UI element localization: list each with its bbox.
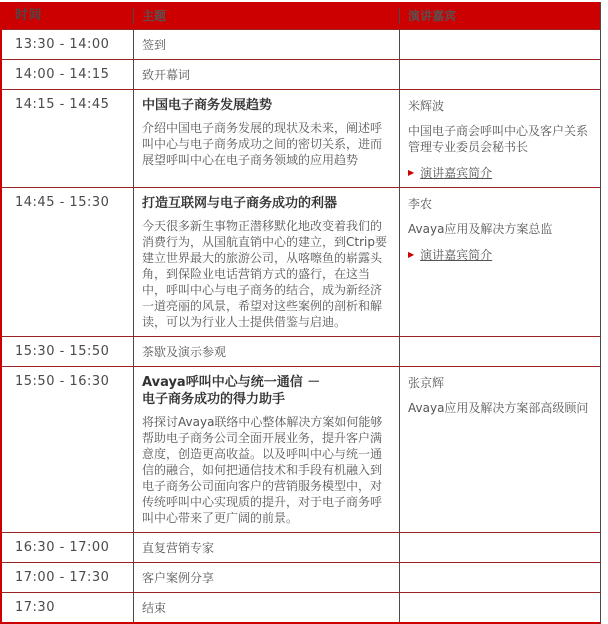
agenda-table — [0, 2, 601, 624]
speaker-bio-link-row — [408, 165, 592, 181]
agenda-row-teabreak — [2, 336, 600, 366]
time-cell: 14:00 - 14:15 — [15, 67, 110, 82]
agenda-row-signin — [2, 29, 600, 59]
table-header-row — [2, 2, 600, 29]
time-cell: 16:30 - 17:00 — [15, 540, 110, 555]
topic-cell: 茶歇及演示参观 — [133, 337, 399, 366]
speaker-cell — [399, 563, 600, 592]
speaker-cell — [399, 60, 600, 89]
speaker-cell — [399, 188, 600, 336]
topic-cell — [133, 90, 399, 187]
topic-cell — [133, 367, 399, 532]
speaker-bio-link[interactable]: 演讲嘉宾简介 — [420, 166, 493, 180]
speaker-cell — [399, 337, 600, 366]
agenda-row-opening — [2, 59, 600, 89]
speaker-name: 米辉波 — [408, 99, 445, 113]
topic-cell: 致开幕词 — [133, 60, 399, 89]
column-header-speaker: 演讲嘉宾 — [399, 8, 600, 24]
arrow-right-icon: ▶ — [408, 168, 415, 177]
speaker-title: Avaya应用及解决方案总监 — [408, 222, 553, 236]
arrow-right-icon: ▶ — [408, 250, 415, 259]
agenda-row-internet-tool — [2, 187, 600, 336]
time-cell: 17:30 — [15, 600, 55, 615]
topic-cell: 直复营销专家 — [133, 533, 399, 562]
speaker-cell — [399, 367, 600, 532]
time-cell: 17:00 - 17:30 — [15, 570, 110, 585]
speaker-cell — [399, 593, 600, 622]
time-cell: 15:50 - 16:30 — [15, 374, 110, 389]
speaker-name: 张京辉 — [408, 376, 445, 390]
agenda-row-end — [2, 592, 600, 622]
session-title: 打造互联网与电子商务成功的利器 — [142, 196, 338, 211]
column-header-time: 时间 — [15, 7, 43, 23]
speaker-cell — [399, 30, 600, 59]
agenda-row-direct-marketing — [2, 532, 600, 562]
agenda-row-case-sharing — [2, 562, 600, 592]
time-cell: 14:15 - 14:45 — [15, 97, 110, 112]
session-title-line2: 电子商务成功的得力助手 — [142, 392, 286, 407]
topic-cell — [133, 188, 399, 336]
speaker-cell — [399, 533, 600, 562]
speaker-bio-link-row — [408, 247, 592, 263]
topic-cell: 结束 — [133, 593, 399, 622]
speaker-bio-link[interactable]: 演讲嘉宾简介 — [420, 248, 493, 262]
agenda-row-avaya-uc — [2, 366, 600, 532]
agenda-row-ecommerce-trends — [2, 89, 600, 187]
time-cell: 13:30 - 14:00 — [15, 37, 110, 52]
session-description: 介绍中国电子商务发展的现状及未来，阐述呼叫中心与电子商务成功之间的密切关系，进而展望呼叫中心在电子商务领域的应用趋势 — [142, 121, 383, 167]
column-header-topic: 主题 — [133, 8, 399, 24]
session-title-line1: Avaya呼叫中心与统一通信 － — [142, 375, 321, 390]
speaker-cell — [399, 90, 600, 187]
speaker-title: Avaya应用及解决方案部高级顾问 — [408, 401, 589, 415]
topic-cell: 客户案例分享 — [133, 563, 399, 592]
topic-cell: 签到 — [133, 30, 399, 59]
time-cell: 15:30 - 15:50 — [15, 344, 110, 359]
session-description: 今天很多新生事物正潜移默化地改变着我们的消费行为，从国航直销中心的建立，到Ctrip要建立世界最大的旅游公司，从喀嚓鱼的崭露头角，到保险业电话营销方式的盛行，在这当中，呼叫中心与电子商务的结合，成为新经济一道亮丽的风景，希望对这些案例的剖析和解读，可以为行业人士提供借鉴与启迪。 — [142, 219, 387, 329]
time-cell: 14:45 - 15:30 — [15, 195, 110, 210]
session-description: 将探讨Avaya联络中心整体解决方案如何能够帮助电子商务公司全面开展业务，提升客户满意度，创造更高收益。以及呼叫中心与统一通信的融合，如何把通信技术和手段有机融入到电子商务公司面向客户的营销服务模型中，对传统呼叫中心实现质的提升，对于电子商务呼叫中心带来了更广阔的前景。 — [142, 415, 383, 525]
session-title: 中国电子商务发展趋势 — [142, 98, 273, 113]
speaker-name: 李农 — [408, 197, 433, 211]
speaker-title: 中国电子商会呼叫中心及客户关系管理专业委员会秘书长 — [408, 124, 589, 154]
